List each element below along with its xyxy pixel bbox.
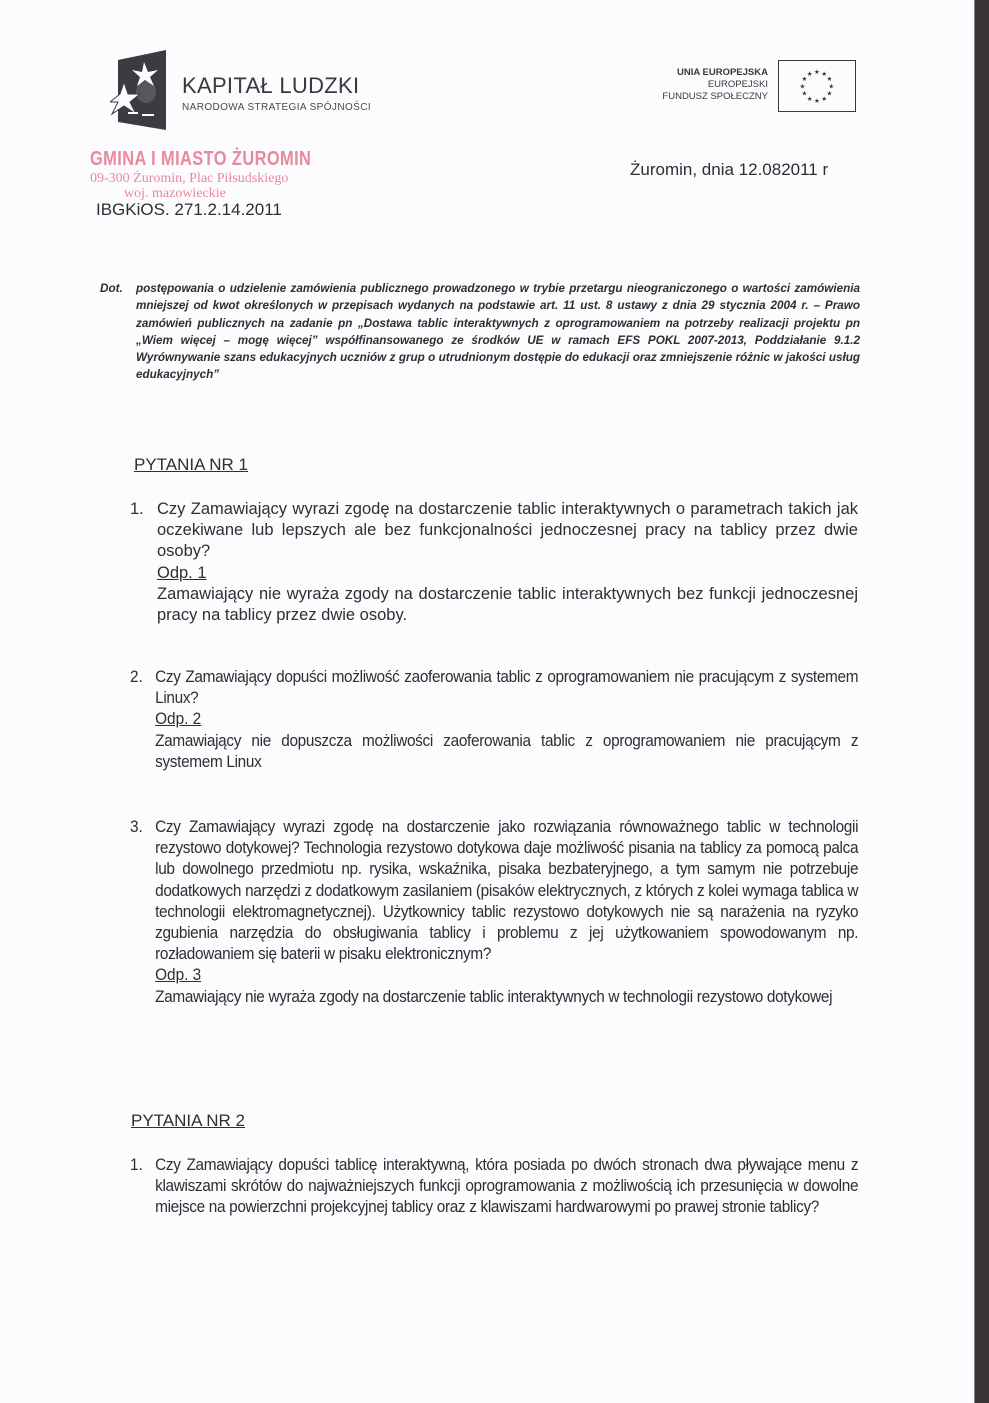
question-item — [130, 817, 858, 1008]
answer-label: Odp. 2 — [155, 710, 202, 729]
eu-fund-text — [662, 67, 768, 103]
question-item — [130, 667, 858, 773]
answer-text: Zamawiający nie wyraża zgody na dostarczenie tablic interaktywnych w technologii rezystowo dotykowej — [155, 987, 833, 1006]
logo-subtitle: NARODOWA STRATEGIA SPÓJNOŚCI — [182, 102, 372, 113]
eu-fund-logo — [650, 60, 860, 120]
date-line: Żuromin, dnia 12.082011 r — [630, 160, 829, 179]
question-number: 1. — [130, 1156, 143, 1174]
municipality-stamp — [90, 148, 360, 201]
eu-star-icon: ★ — [799, 83, 806, 91]
eu-line-1: UNIA EUROPEJSKA — [677, 67, 768, 78]
eu-star-icon: ★ — [801, 76, 808, 84]
eu-star-icon: ★ — [806, 95, 813, 103]
answer-text: Zamawiający nie dopuszcza możliwości zaoferowania tablic z oprogramowaniem nie pracującym z systemem Linux — [155, 731, 859, 771]
eu-line-3: FUNDUSZ SPOŁECZNY — [662, 91, 768, 102]
section-heading-2: PYTANIA NR 2 — [131, 1111, 245, 1130]
question-item — [130, 499, 858, 626]
scan-edge-border — [974, 0, 989, 1403]
subject-label: Dot. — [100, 282, 123, 295]
eu-star-icon: ★ — [821, 70, 828, 78]
question-number: 3. — [130, 818, 143, 836]
answer-text: Zamawiający nie wyraża zgody na dostarczenie tablic interaktywnych bez funkcji jednoczesnej pracy na tablicy przez dwie osoby. — [157, 584, 858, 625]
eu-line-2: EUROPEJSKI — [707, 79, 768, 90]
reference-number: IBGKiOS. 271.2.14.2011 — [96, 200, 282, 219]
question-text: Czy Zamawiający wyrazi zgodę na dostarczenie tablic interaktywnych o parametrach takich jak oczekiwane lub lepszych ale bez funkcjonalności jednoczesnej pracy na tablicy przez dwie osoby? — [157, 500, 858, 561]
stamp-region: woj. mazowieckie — [124, 186, 226, 201]
question-text: Czy Zamawiający dopuści tablicę interaktywną, która posiada po dwóch stronach dwa pływające menu z klawiszami skrótów do najważniejszych funkcji oprogramowania z możliwością ich przesunięcia w dowolne miejsce na powierzchni projekcyjnej tablicy oraz z klawiszami hardwarowymi po prawej stronie tablicy? — [155, 1156, 859, 1217]
question-number: 1. — [130, 500, 144, 518]
eu-star-icon: ★ — [826, 90, 833, 98]
question-number: 2. — [130, 668, 143, 686]
question-text: Czy Zamawiający wyrazi zgodę na dostarczenie jako rozwiązania równoważnego tablic w technologii rezystowo dotykowej? Technologia rezystowo dotykowa daje możliwość pisania na tablicy za pomocą palca lub dowolnego przedmiotu np. rysika, wskaźnika, pisaka bezbateryjnego, a tym samym nie potrzebuje dodatkowych narzędzi z dodatkowym zasilaniem (pisaków elektrycznych, z których z kolei wymaga tablica w technologii elektromagnetycznej). Użytkownicy tablic rezystowo dotykowych nie są narażenia na ryzyko zgubienia narzędzia do obsługiwania tablicy i problemu z jej użytkowaniem spowodowanym np. rozładowaniem się baterii w pisaku elektronicznym? — [155, 818, 859, 964]
eu-star-icon: ★ — [813, 68, 821, 76]
section-heading-1: PYTANIA NR 1 — [134, 455, 248, 474]
eu-flag-icon — [778, 60, 856, 112]
question-text: Czy Zamawiający dopuści możliwość zaoferowania tablic z oprogramowaniem nie pracującym z systemem Linux? — [155, 668, 859, 708]
question-item — [130, 1155, 858, 1219]
eu-star-icon: ★ — [813, 97, 821, 105]
eu-star-icon: ★ — [826, 76, 833, 84]
eu-star-icon: ★ — [806, 70, 813, 78]
answer-label: Odp. 3 — [155, 966, 202, 985]
eu-star-icon: ★ — [801, 90, 808, 98]
kapital-ludzki-logo-icon — [110, 50, 166, 130]
logo-title: KAPITAŁ LUDZKI — [182, 73, 360, 98]
eu-star-icon: ★ — [821, 95, 828, 103]
subject-paragraph — [100, 280, 860, 384]
stamp-title: GMINA I MIASTO ŻUROMIN — [90, 148, 312, 170]
answer-label: Odp. 1 — [157, 563, 207, 582]
stamp-address: 09-300 Żuromin, Plac Piłsudskiego — [90, 171, 289, 186]
eu-star-icon: ★ — [828, 83, 835, 91]
subject-text: postępowania o udzielenie zamówienia publicznego prowadzonego w trybie przetargu nieograniczonego o wartości zamówienia mniejszej od kwot określonych w przepisach wydanych na podstawie art. 11 ust. 8 ustawy z dnia 29 stycznia 2004 r. – Prawo zamówień publicznych na zadanie pn „Dostawa tablic interaktywnych z oprogramowaniem na potrzeby realizacji projektu pn „Wiem więcej – mogę więcej” współfinansowanego ze środków UE w ramach EFS POKL 2007-2013, Poddziałanie 9.1.2 Wyrównywanie szans edukacyjnych uczniów z grup o utrudnionym dostępie do edukacji oraz zmniejszenie różnic w jakości usług edukacyjnych” — [136, 282, 860, 382]
kapital-ludzki-logo — [110, 50, 410, 130]
